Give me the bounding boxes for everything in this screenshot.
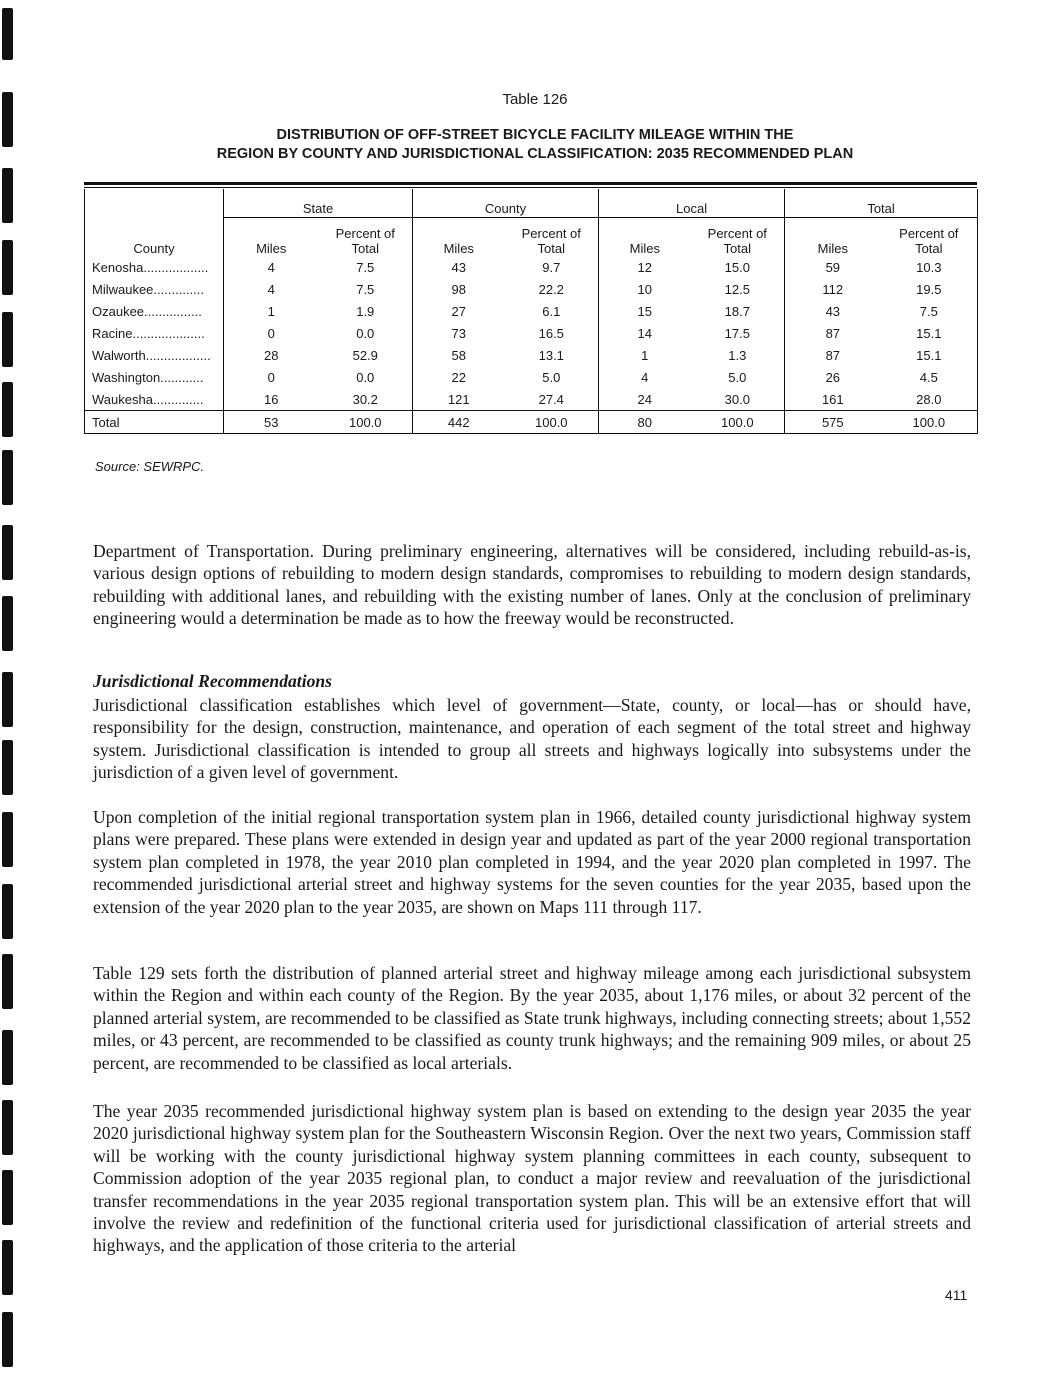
table-row xyxy=(85,388,978,411)
cell-county-miles: 121 xyxy=(413,388,505,411)
binder-hole xyxy=(2,240,13,295)
cell-state-miles: 4 xyxy=(224,278,319,300)
cell-county-pct: 22.2 xyxy=(538,281,564,297)
cell-local-miles: 80 xyxy=(599,411,691,434)
column-header-percent: Percent of Total xyxy=(521,226,581,256)
binder-hole xyxy=(2,168,13,223)
cell-local-pct: 100.0 xyxy=(691,411,785,434)
cell-state-pct: 7.5 xyxy=(356,281,375,297)
binder-hole xyxy=(2,1100,13,1155)
table-body xyxy=(85,256,978,411)
paragraph: Jurisdictional classification establishes which level of government—State, county, or local—has or should have, responsibility for the design, construction, maintenance, and operation of each segment of the total street and highway system. Jurisdictional classification is intended to group all streets and highways logically into subsystems under the jurisdiction of a given level of government. xyxy=(93,695,971,783)
cell-total-pct: 4.5 xyxy=(881,366,978,388)
cell-county-pct: 16.5 xyxy=(538,325,564,341)
cell-local-pct: 17.5 xyxy=(724,325,750,341)
cell-state-miles: 53 xyxy=(224,411,319,434)
blank-header xyxy=(85,189,224,218)
county-name: Walworth.................. xyxy=(85,344,224,366)
table-row xyxy=(85,256,978,278)
binder-hole xyxy=(2,1030,13,1085)
cell-total-miles: 87 xyxy=(785,322,881,344)
county-name: Ozaukee................ xyxy=(85,300,224,322)
cell-local-pct: 12.5 xyxy=(724,281,750,297)
cell-total-pct: 100.0 xyxy=(881,411,978,434)
binder-hole xyxy=(2,884,13,939)
cell-state-pct: 52.9 xyxy=(352,347,378,363)
binder-hole xyxy=(2,954,13,1009)
cell-local-miles: 12 xyxy=(599,256,691,278)
binder-hole xyxy=(2,1312,13,1367)
cell-local-pct: 5.0 xyxy=(728,369,747,385)
cell-county-pct: 27.4 xyxy=(505,388,599,411)
cell-state-miles: 1 xyxy=(224,300,319,322)
group-header-row xyxy=(85,189,978,218)
table-title xyxy=(90,126,980,164)
column-header-percent: Percent of Total xyxy=(335,226,395,256)
cell-total-miles: 87 xyxy=(785,344,881,366)
cell-county-miles: 58 xyxy=(413,344,505,366)
cell-county-miles: 43 xyxy=(413,256,505,278)
cell-local-miles: 10 xyxy=(599,278,691,300)
paragraph: Department of Transportation. During preliminary engineering, alternatives will be considered, including rebuild-as-is, various design options of rebuilding to modern design standards, compromises to rebuilding to modern design standards, rebuilding with additional lanes, and rebuilding with the existing number of lanes. Only at the conclusion of preliminary engineering would a determination be made as to how the freeway would be reconstructed. xyxy=(93,541,971,629)
table-top-rule xyxy=(84,182,977,185)
binder-hole-strip xyxy=(0,0,22,1379)
cell-state-pct: 30.2 xyxy=(319,388,413,411)
cell-local-miles: 24 xyxy=(599,388,691,411)
cell-total-miles: 43 xyxy=(785,300,881,322)
cell-local-pct: 18.7 xyxy=(724,303,750,319)
table-row xyxy=(85,366,978,388)
binder-hole xyxy=(2,740,13,795)
bicycle-mileage-table xyxy=(84,189,978,434)
binder-hole xyxy=(2,312,13,367)
cell-local-pct: 30.0 xyxy=(691,388,785,411)
group-header-local: Local xyxy=(599,189,785,218)
cell-county-miles: 27 xyxy=(413,300,505,322)
cell-total-pct: 19.5 xyxy=(881,278,978,300)
county-name: Kenosha.................. xyxy=(85,256,224,278)
column-header-percent: Percent of Total xyxy=(707,226,767,256)
column-header-county: County xyxy=(85,218,224,257)
cell-local-miles: 1 xyxy=(599,344,691,366)
county-name: Waukesha.............. xyxy=(85,388,224,411)
cell-county-miles: 442 xyxy=(413,411,505,434)
group-header-state: State xyxy=(224,189,413,218)
cell-total-miles: 59 xyxy=(785,256,881,278)
cell-local-pct: 15.0 xyxy=(724,259,750,275)
binder-hole xyxy=(2,525,13,580)
binder-hole xyxy=(2,1170,13,1225)
cell-state-pct: 0.0 xyxy=(356,325,375,341)
cell-county-pct: 9.7 xyxy=(542,259,561,275)
column-header-miles: Miles xyxy=(599,218,691,257)
column-header-row xyxy=(85,218,978,257)
cell-state-miles: 0 xyxy=(224,322,319,344)
cell-total-miles: 26 xyxy=(785,366,881,388)
table-total-row xyxy=(85,411,978,434)
table-row xyxy=(85,344,978,366)
binder-hole xyxy=(2,92,13,147)
cell-state-pct: 100.0 xyxy=(319,411,413,434)
group-header-county: County xyxy=(413,189,599,218)
group-header-total: Total xyxy=(785,189,978,218)
cell-total-pct: 7.5 xyxy=(881,300,978,322)
column-header-miles: Miles xyxy=(785,218,881,257)
binder-hole xyxy=(2,382,13,437)
cell-state-miles: 4 xyxy=(224,256,319,278)
cell-local-miles: 4 xyxy=(599,366,691,388)
table-title-line: DISTRIBUTION OF OFF-STREET BICYCLE FACILITY MILEAGE WITHIN THE xyxy=(276,127,794,143)
cell-county-miles: 98 xyxy=(413,278,505,300)
cell-total-pct: 10.3 xyxy=(881,256,978,278)
binder-hole xyxy=(2,1240,13,1295)
cell-county-pct: 5.0 xyxy=(542,369,561,385)
cell-total-miles: 575 xyxy=(785,411,881,434)
county-name: Washington............ xyxy=(85,366,224,388)
table-row xyxy=(85,300,978,322)
cell-county-pct: 13.1 xyxy=(538,347,564,363)
column-header-miles: Miles xyxy=(413,218,505,257)
page-number: 411 xyxy=(945,1287,968,1303)
cell-county-pct: 6.1 xyxy=(542,303,561,319)
cell-state-miles: 28 xyxy=(224,344,319,366)
paragraph: Table 129 sets forth the distribution of planned arterial street and highway mileage among each jurisdictional subsystem within the Region and within each county of the Region. By the year 2035, about 1,176 miles, or about 32 percent of the planned arterial system, are recommended to be classified as State trunk highways, including connecting streets; about 1,552 miles, or 43 percent, are recommended to be classified as county trunk highways; and the remaining 909 miles, or about 25 percent, are recommended to be classified as local arterials. xyxy=(93,963,971,1073)
binder-hole xyxy=(2,450,13,505)
cell-total-pct: 15.1 xyxy=(881,322,978,344)
cell-local-pct: 1.3 xyxy=(728,347,747,363)
table-row xyxy=(85,278,978,300)
cell-county-miles: 73 xyxy=(413,322,505,344)
cell-state-pct: 1.9 xyxy=(356,303,375,319)
cell-total-pct: 15.1 xyxy=(881,344,978,366)
binder-hole xyxy=(2,672,13,727)
cell-total-miles: 161 xyxy=(785,388,881,411)
column-header-miles: Miles xyxy=(224,218,319,257)
cell-county-pct: 100.0 xyxy=(505,411,599,434)
cell-state-miles: 16 xyxy=(224,388,319,411)
cell-state-miles: 0 xyxy=(224,366,319,388)
cell-county-miles: 22 xyxy=(413,366,505,388)
section-heading: Jurisdictional Recommendations xyxy=(93,671,333,691)
cell-local-miles: 14 xyxy=(599,322,691,344)
table-number: Table 126 xyxy=(502,91,568,108)
table-top-rule-thin xyxy=(84,187,977,188)
cell-state-pct: 7.5 xyxy=(356,259,375,275)
county-name: Milwaukee.............. xyxy=(85,278,224,300)
binder-hole xyxy=(2,8,13,60)
table-title-line: REGION BY COUNTY AND JURISDICTIONAL CLASSIFICATION: 2035 RECOMMENDED PLAN xyxy=(216,146,854,162)
table-source: Source: SEWRPC. xyxy=(95,459,205,474)
cell-total-pct: 28.0 xyxy=(881,388,978,411)
binder-hole xyxy=(2,596,13,651)
cell-total-miles: 112 xyxy=(785,278,881,300)
cell-state-pct: 0.0 xyxy=(356,369,375,385)
county-name: Racine.................... xyxy=(85,322,224,344)
cell-local-miles: 15 xyxy=(599,300,691,322)
binder-hole xyxy=(2,812,13,867)
total-label: Total xyxy=(85,411,224,434)
table-row xyxy=(85,322,978,344)
column-header-percent: Percent of Total xyxy=(881,218,978,257)
paragraph: The year 2035 recommended jurisdictional highway system plan is based on extending to the design year 2035 the year 2020 jurisdictional highway system plan for the Southeastern Wisconsin Region. Over the next two years, Commission staff will be working with the county jurisdictional highway system planning committees in each county, subsequent to Commission adoption of the year 2035 regional plan, to conduct a major review and reevaluation of the jurisdictional transfer recommendations in the year 2035 regional transportation system plan. This will be an extensive effort that will involve the review and redefinition of the functional criteria used for jurisdictional classification of arterial streets and highways, and the application of those criteria to the arterial xyxy=(93,1101,971,1256)
paragraph: Upon completion of the initial regional transportation system plan in 1966, detailed county jurisdictional highway system plans were prepared. These plans were extended in design year and updated as part of the year 2000 regional transportation system plan completed in 1978, the year 2010 plan completed in 1994, and the year 2020 plan completed in 1997. The recommended jurisdictional arterial street and highway systems for the seven counties for the year 2035, based upon the extension of the year 2020 plan to the year 2035, are shown on Maps 111 through 117. xyxy=(93,807,971,917)
